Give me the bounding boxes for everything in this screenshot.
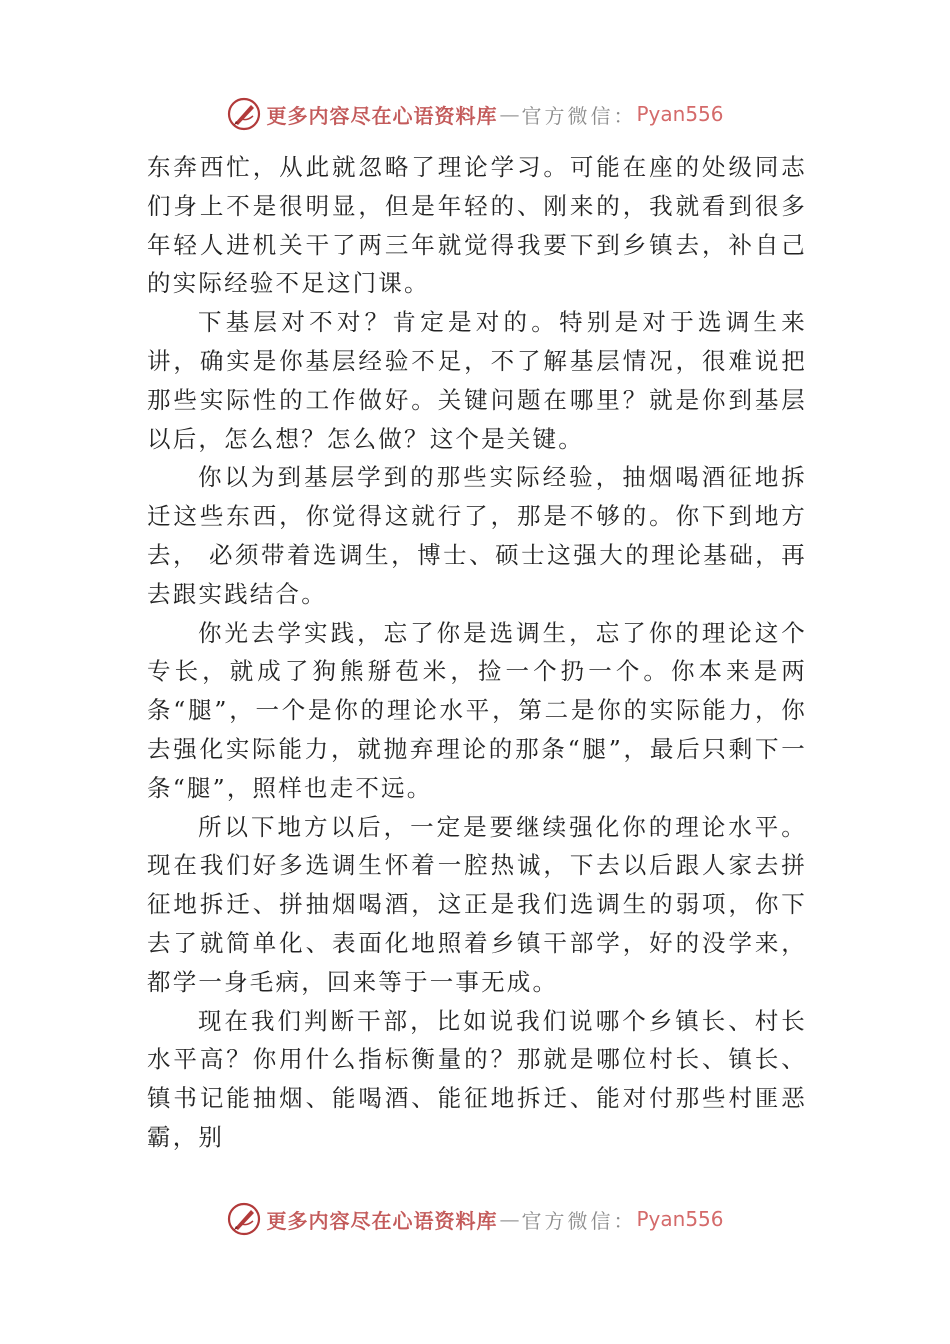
banner-dash: — — [499, 1207, 520, 1231]
paragraph-2: 下基层对不对？肯定是对的。特别是对于选调生来讲，确实是你基层经验不足，不了解基层情况，很难说把那些实际性的工作做好。关键问题在哪里？就是你到基层以后，怎么想？怎么做？这个是关键。 — [147, 308, 807, 453]
banner-dash: — — [499, 102, 520, 126]
footer-banner — [0, 1197, 950, 1241]
banner-label: 官方微信： — [521, 103, 637, 128]
banner-handle: Pyan556 — [636, 1207, 724, 1231]
quill-logo-icon — [226, 96, 262, 132]
paragraph-5: 所以下地方以后，一定是要继续强化你的理论水平。现在我们好多选调生怀着一腔热诚，下去以后跟人家去拼征地拆迁、拼抽烟喝酒，这正是我们选调生的弱项，你下去了就简单化、表面化地照着乡镇干部学，好的没学来，都学一身毛病，回来等于一事无成。 — [147, 812, 807, 996]
paragraph-4: 你光去学实践，忘了你是选调生，忘了你的理论这个专长，就成了狗熊掰苞米，捡一个扔一个。你本来是两条“腿”，一个是你的理论水平，第二是你的实际能力，你去强化实际能力，就抛弃理论的那条“腿”，最后只剩下一条“腿”，照样也走不远。 — [147, 618, 807, 802]
banner-slogan: 更多内容尽在心语资料库 — [266, 103, 498, 128]
paragraph-1: 东奔西忙，从此就忽略了理论学习。可能在座的处级同志们身上不是很明显，但是年轻的、刚来的，我就看到很多年轻人进机关干了两三年就觉得我要下到乡镇去，补自己的实际经验不足这门课。 — [147, 153, 807, 298]
quill-logo-icon — [226, 1201, 262, 1237]
banner-slogan: 更多内容尽在心语资料库 — [266, 1208, 498, 1233]
banner-handle: Pyan556 — [636, 102, 724, 126]
banner-label: 官方微信： — [521, 1208, 637, 1233]
header-banner — [0, 92, 950, 136]
document-body — [147, 148, 807, 1157]
paragraph-6: 现在我们判断干部，比如说我们说哪个乡镇长、村长水平高？你用什么指标衡量的？那就是哪位村长、镇长、镇书记能抽烟、能喝酒、能征地拆迁、能对付那些村匪恶霸，别 — [147, 1006, 807, 1151]
paragraph-3: 你以为到基层学到的那些实际经验，抽烟喝酒征地拆迁这些东西，你觉得这就行了，那是不够的。你下到地方去， 必须带着选调生，博士、硕士这强大的理论基础，再去跟实践结合。 — [147, 463, 807, 608]
